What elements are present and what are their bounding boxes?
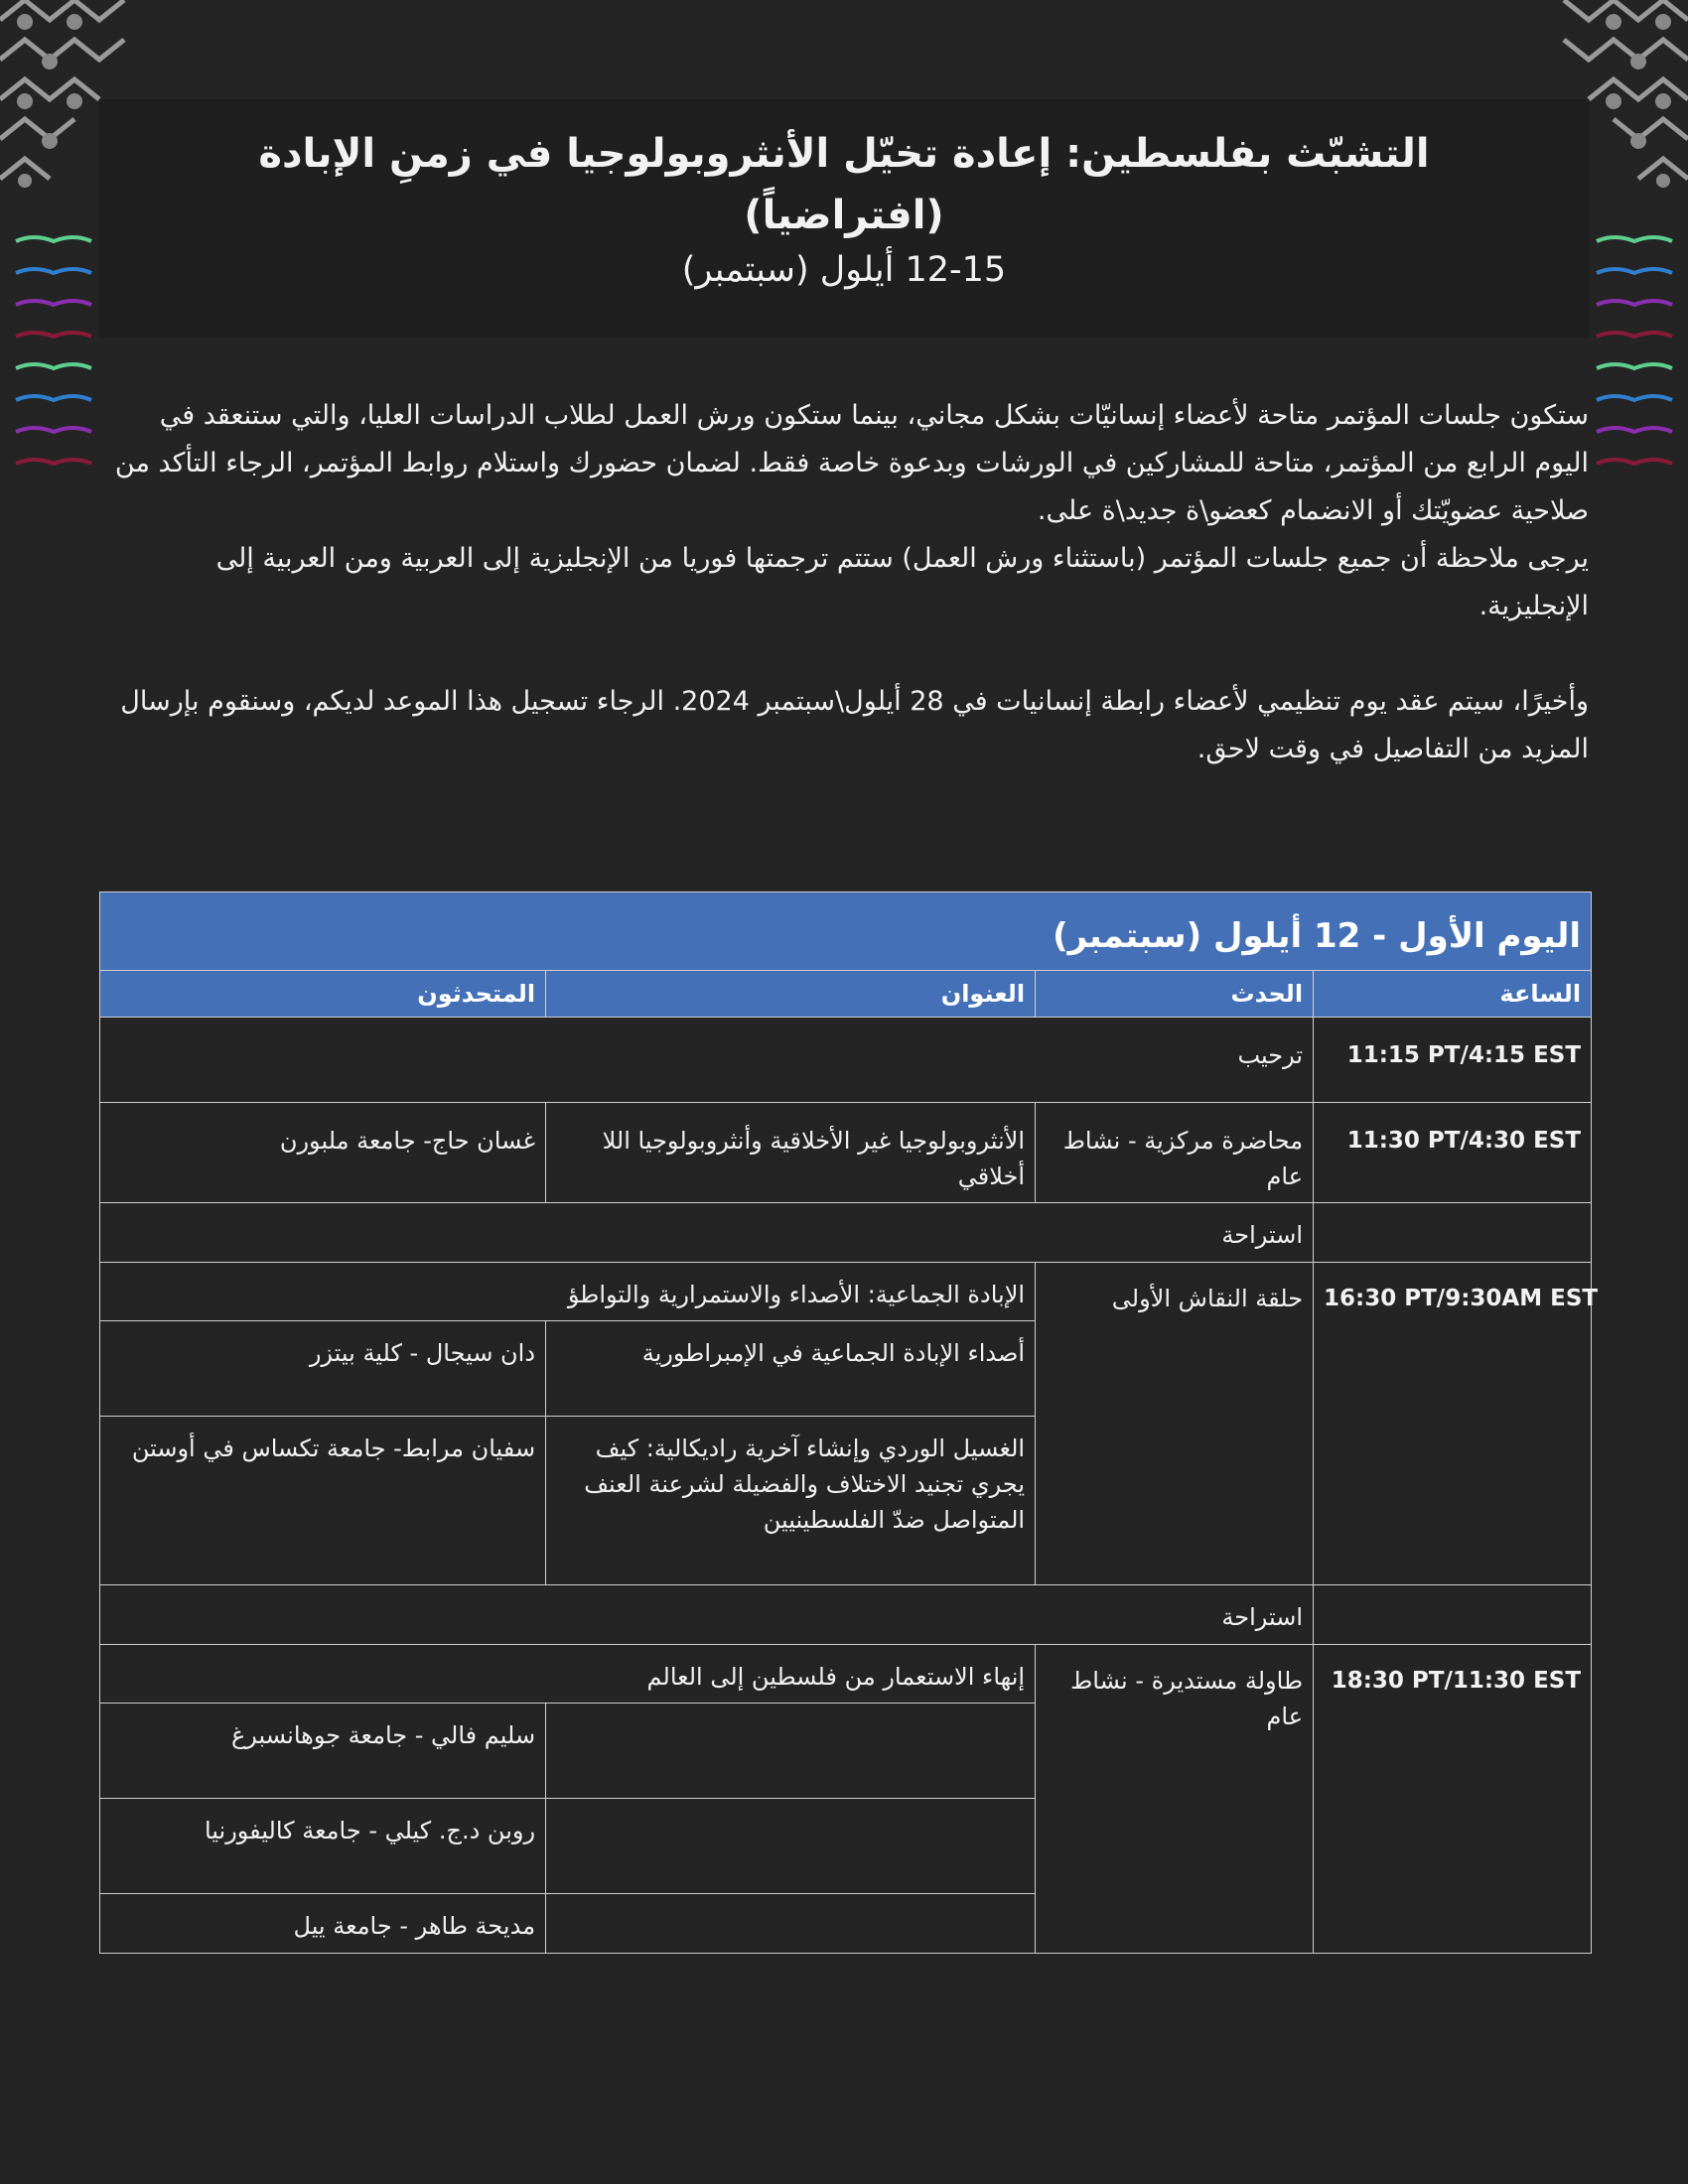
table-row (100, 1018, 1592, 1103)
intro-paragraph-access: ستكون جلسات المؤتمر متاحة لأعضاء إنسانيّات بشكل مجاني، بينما ستكون ورش العمل لطلاب الدراسات العليا، والتي ستنعقد في اليوم الرابع من المؤتمر، متاحة للمشاركين في الورشات وبدعوة خاصة فقط. لضمان حضورك واستلام روابط المؤتمر، الرجاء التأكد من صلاحية عضويّتك أو الانضمام كعضو\ة جديد\ة على. (114, 400, 1589, 526)
event-cell: طاولة مستديرة - نشاط عام (1036, 1645, 1314, 1954)
conference-dates: 12-15 أيلول (سبتمبر) (681, 250, 1007, 290)
decorative-stripes-left (14, 233, 93, 491)
table-row (100, 1263, 1592, 1321)
table-row (100, 1645, 1592, 1704)
title-cell: أصداء الإبادة الجماعية في الإمبراطورية (546, 1321, 1036, 1417)
event-cell: حلقة النقاش الأولى (1036, 1263, 1314, 1585)
table-row (100, 1103, 1592, 1203)
time-cell: 11:15 PT/4:15 EST (1314, 1018, 1592, 1103)
panel-theme-cell: الإبادة الجماعية: الأصداء والاستمرارية والتواطؤ (100, 1263, 1036, 1321)
time-cell: 11:30 PT/4:30 EST (1314, 1103, 1592, 1203)
event-cell: استراحة (100, 1585, 1314, 1645)
title-cell (546, 1894, 1036, 1954)
speaker-cell: غسان حاج- جامعة ملبورن (100, 1103, 546, 1203)
decorative-stripes-right (1595, 233, 1674, 491)
time-cell (1314, 1203, 1592, 1263)
column-header-event: الحدث (1036, 971, 1314, 1018)
title-cell: الأنثروبولوجيا غير الأخلاقية وأنثروبولوجيا اللا أخلاقي (546, 1103, 1036, 1203)
title-cell (546, 1704, 1036, 1799)
intro-paragraph-translation: يرجى ملاحظة أن جميع جلسات المؤتمر (باستثناء ورش العمل) ستتم ترجمتها فوريا من الإنجليزية إلى العربية ومن العربية إلى الإنجليزية. (215, 543, 1589, 621)
title-cell: الغسيل الوردي وإنشاء آخرية راديكالية: كيف يجري تجنيد الاختلاف والفضيلة لشرعنة العنف المتواصل ضدّ الفلسطينيين (546, 1417, 1036, 1585)
speaker-cell: سفيان مرابط- جامعة تكساس في أوستن (100, 1417, 546, 1585)
column-header-time: الساعة (1314, 971, 1592, 1018)
speaker-cell: سليم فالي - جامعة جوهانسبرغ (100, 1704, 546, 1799)
time-cell: 16:30 PT/9:30AM EST (1314, 1263, 1592, 1585)
column-header-title: العنوان (546, 971, 1036, 1018)
column-header-speakers: المتحدثون (100, 971, 546, 1018)
schedule-table (99, 891, 1599, 1954)
column-header-row (100, 971, 1592, 1018)
panel-theme-cell: إنهاء الاستعمار من فلسطين إلى العالم (100, 1645, 1036, 1704)
intro-paragraph-organizing-day: وأخيرًا، سيتم عقد يوم تنظيمي لأعضاء رابطة إنسانيات في 28 أيلول\سبتمبر 2024. الرجاء تسجيل هذا الموعد لديكم، وسنقوم بإرسال المزيد من التفاصيل في وقت لاحق. (120, 686, 1589, 764)
day-title: اليوم الأول - 12 أيلول (سبتمبر) (100, 892, 1592, 971)
event-cell: محاضرة مركزية - نشاط عام (1036, 1103, 1314, 1203)
speaker-cell: مديحة طاهر - جامعة ييل (100, 1894, 546, 1954)
event-cell: استراحة (100, 1203, 1314, 1263)
time-cell: 18:30 PT/11:30 EST (1314, 1645, 1592, 1954)
day-title-row (100, 892, 1592, 971)
page-header (99, 99, 1589, 338)
page-title: التشبّث بفلسطين: إعادة تخيّل الأنثروبولوجيا في زمنِ الإبادة (افتراضياً) (258, 131, 1430, 238)
table-row (100, 1585, 1592, 1645)
speaker-cell: روبن د.ج. كيلي - جامعة كاليفورنيا (100, 1799, 546, 1894)
intro-text (99, 392, 1589, 773)
speaker-cell: دان سيجال - كلية بيتزر (100, 1321, 546, 1417)
table-row (100, 1203, 1592, 1263)
title-cell (546, 1799, 1036, 1894)
time-cell (1314, 1585, 1592, 1645)
event-cell: ترحيب (100, 1018, 1314, 1103)
